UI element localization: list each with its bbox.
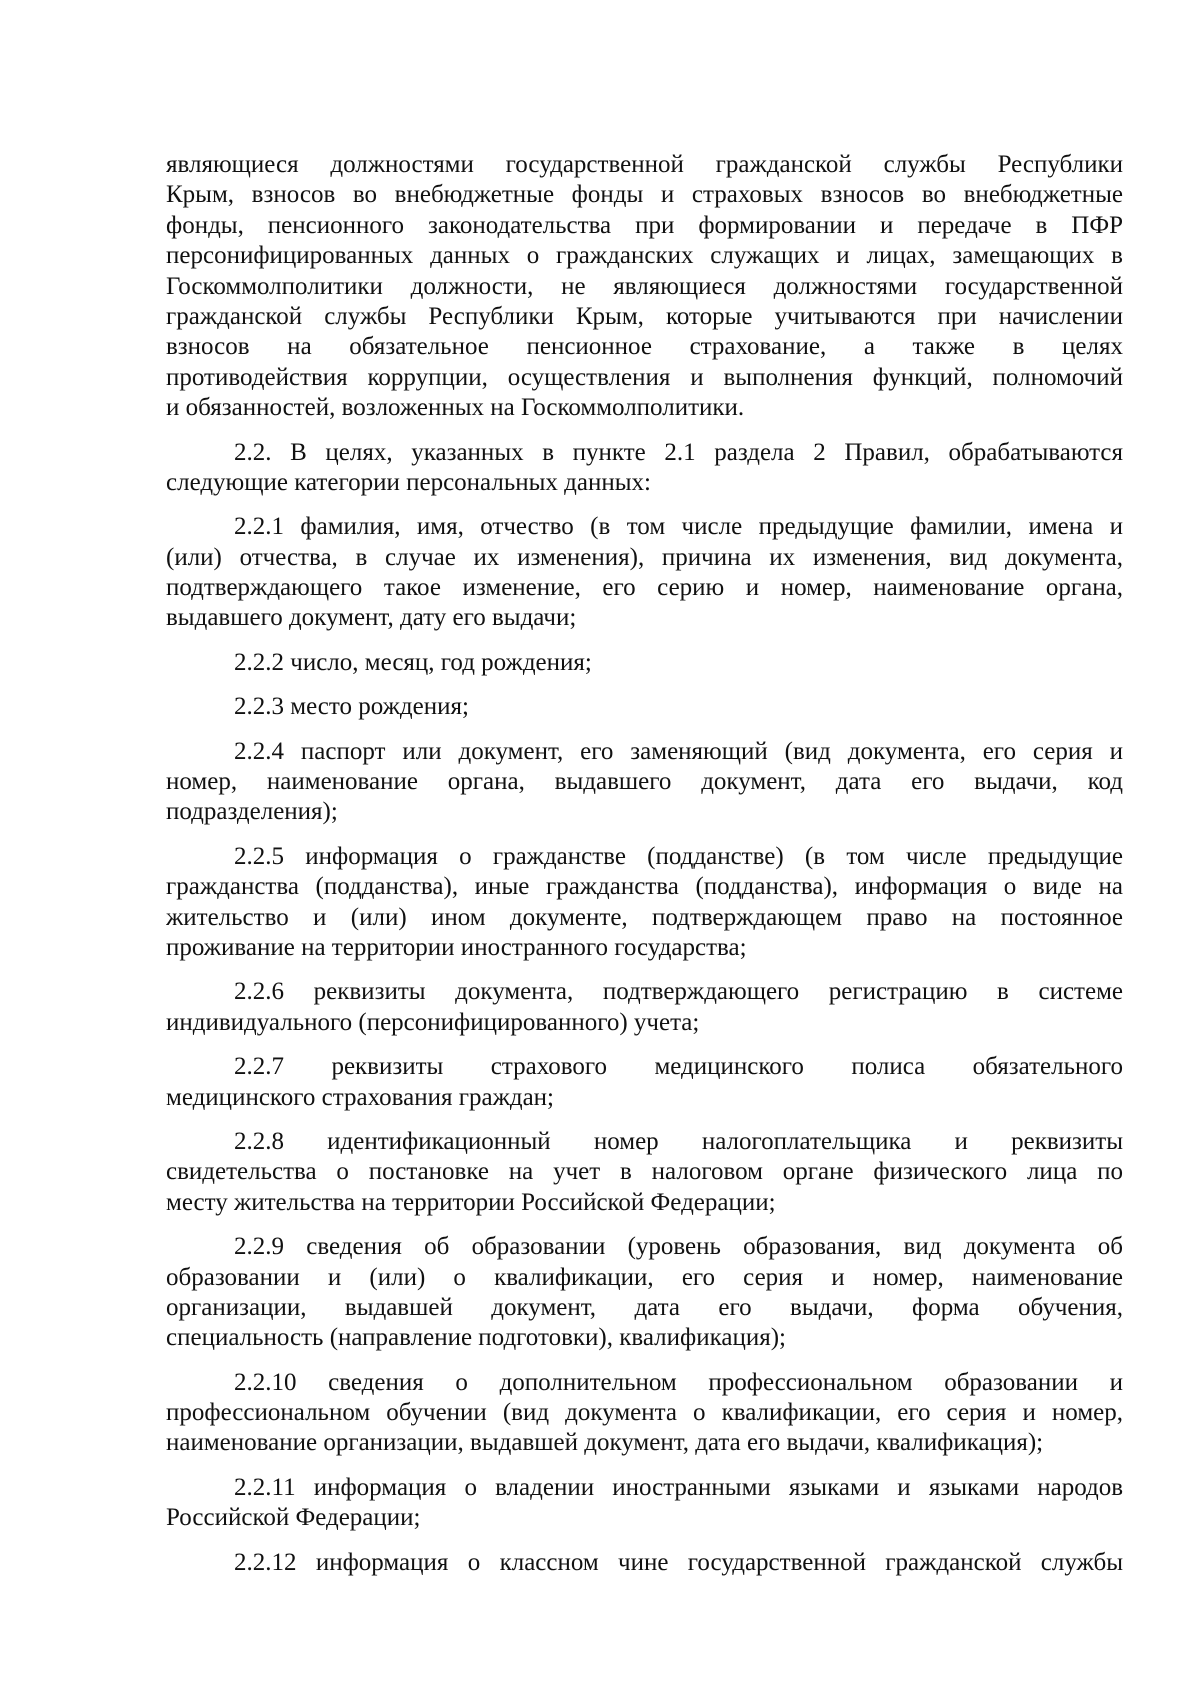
text-line: 2.2.2 число, месяц, год рождения; [234,648,592,676]
text-line: Госкоммолполитики должности, не являющиеся должностями государственной [166,272,1123,300]
paragraph [166,150,1123,424]
paragraph [166,692,1123,722]
text-line: свидетельства о постановке на учет в налоговом органе физического лица по [166,1158,1123,1186]
text-line: 2.2.11 информация о владении иностранными языками и языками народов [234,1473,1123,1501]
paragraph [166,1368,1123,1459]
text-line: Российской Федерации; [166,1504,421,1532]
paragraph [166,1473,1123,1534]
text-line: 2.2.9 сведения об образовании (уровень образования, вид документа об [234,1233,1123,1261]
text-line: наименование организации, выдавшей документ, дата его выдачи, квалификация); [166,1429,1044,1457]
text-line: профессиональном обучении (вид документа о квалификации, его серия и номер, [166,1399,1123,1427]
text-line: гражданства (подданства), иные гражданства (подданства), информация о виде на [166,873,1123,901]
text-line: 2.2.8 идентификационный номер налогоплательщика и реквизиты [234,1127,1123,1155]
text-line: подтверждающего такое изменение, его серию и номер, наименование органа, [166,574,1123,602]
paragraph [166,977,1123,1038]
document-body [166,150,1123,1592]
paragraph [166,512,1123,634]
text-line: взносов на обязательное пенсионное страхование, а также в целях [166,333,1123,361]
paragraph [166,438,1123,499]
text-line: 2.2.6 реквизиты документа, подтверждающего регистрацию в системе [234,978,1123,1006]
paragraph [166,1052,1123,1113]
paragraph [166,648,1123,678]
text-line: противодействия коррупции, осуществления и выполнения функций, полномочий [166,363,1123,391]
text-line: гражданской службы Республики Крым, которые учитываются при начислении [166,302,1123,330]
text-line: номер, наименование органа, выдавшего документ, дата его выдачи, код [166,768,1123,796]
text-line: образовании и (или) о квалификации, его серия и номер, наименование [166,1263,1123,1291]
text-line: 2.2.12 информация о классном чине государственной гражданской службы [234,1548,1123,1576]
text-line: 2.2.10 сведения о дополнительном профессиональном образовании и [234,1368,1123,1396]
text-line: 2.2.5 информация о гражданстве (подданстве) (в том числе предыдущие [234,842,1123,870]
text-line: проживание на территории иностранного государства; [166,933,747,961]
text-line: выдавшего документ, дату его выдачи; [166,604,577,632]
paragraph [166,737,1123,828]
paragraph [166,1232,1123,1354]
paragraph [166,842,1123,964]
paragraph [166,1127,1123,1218]
text-line: медицинского страхования граждан; [166,1083,554,1111]
text-line: 2.2.1 фамилия, имя, отчество (в том числе предыдущие фамилии, имена и [234,513,1123,541]
text-line: Крым, взносов во внебюджетные фонды и страховых взносов во внебюджетные [166,181,1123,209]
text-line: фонды, пенсионного законодательства при формировании и передаче в ПФР [166,211,1123,239]
paragraph [166,1548,1123,1578]
text-line: персонифицированных данных о гражданских служащих и лицах, замещающих в [166,242,1123,270]
text-line: 2.2.7 реквизиты страхового медицинского полиса обязательного [234,1053,1123,1081]
text-line: 2.2.3 место рождения; [234,693,469,721]
text-line: 2.2. В целях, указанных в пункте 2.1 раздела 2 Правил, обрабатываются [234,438,1123,466]
text-line: и обязанностей, возложенных на Госкоммолполитики. [166,394,745,422]
text-line: (или) отчества, в случае их изменения), причина их изменения, вид документа, [166,543,1123,571]
text-line: 2.2.4 паспорт или документ, его заменяющий (вид документа, его серия и [234,737,1123,765]
text-line: жительство и (или) ином документе, подтверждающем право на постоянное [166,903,1123,931]
text-line: следующие категории персональных данных: [166,468,651,496]
text-line: подразделения); [166,798,338,826]
text-line: являющиеся должностями государственной гражданской службы Республики [166,151,1123,178]
text-line: специальность (направление подготовки), квалификация); [166,1324,786,1352]
text-line: месту жительства на территории Российской Федерации; [166,1188,776,1216]
text-line: индивидуального (персонифицированного) учета; [166,1008,700,1036]
text-line: организации, выдавшей документ, дата его выдачи, форма обучения, [166,1293,1123,1321]
